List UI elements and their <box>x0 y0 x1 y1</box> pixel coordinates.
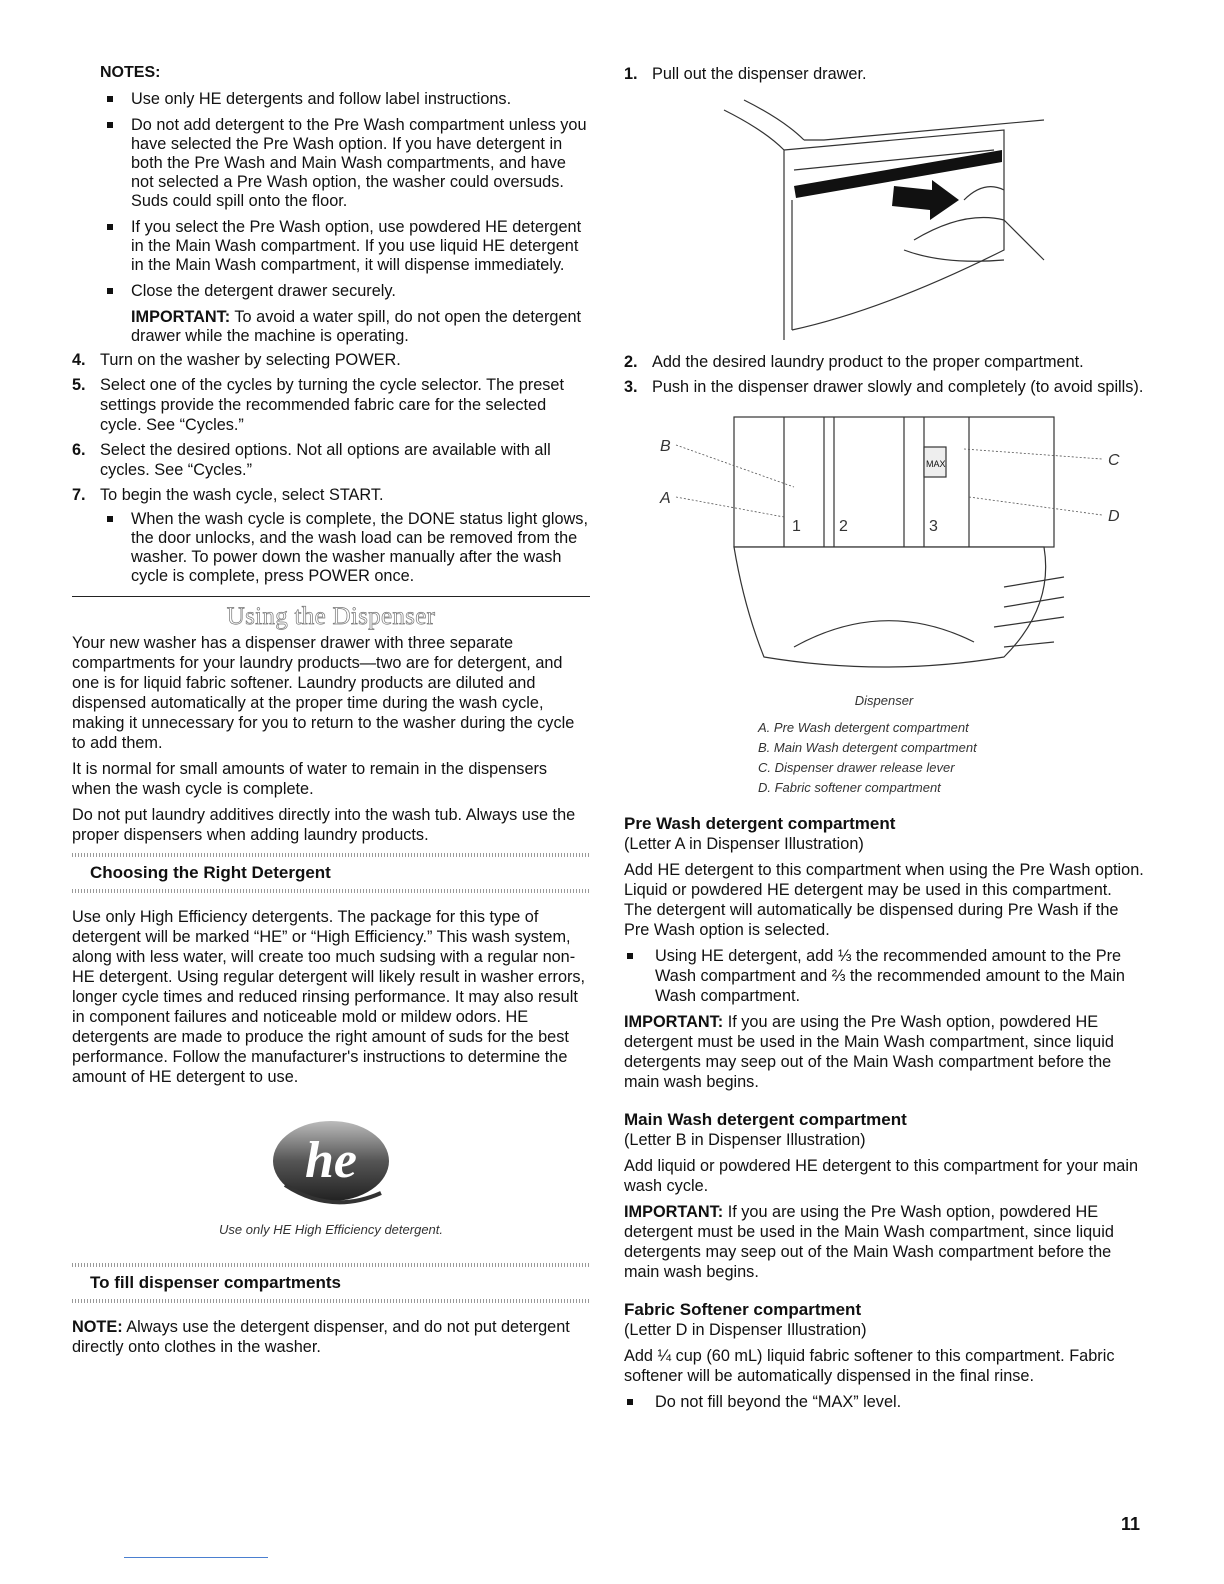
mainwash-sub: (Letter B in Dispenser Illustration) <box>624 1131 866 1149</box>
section-title-dispenser: Using the Dispenser <box>226 603 436 630</box>
he-logo-graphic <box>261 1115 401 1215</box>
step-text: Select the desired options. Not all options are available with all cycles. See “Cycles.” <box>100 441 551 479</box>
notes-title: NOTES: <box>100 64 161 81</box>
label-c: C <box>1108 452 1120 469</box>
fill-note <box>72 1317 590 1357</box>
step-item <box>624 64 1144 84</box>
notes-important <box>72 308 590 346</box>
step-item <box>72 350 590 370</box>
dispenser-paragraph: Do not put laundry additives directly into the wash tub. Always use the proper dispensers when adding laundry products. <box>72 806 576 844</box>
important-text: To avoid a water spill, do not open the detergent drawer while the machine is operating. <box>131 308 582 345</box>
dispenser-diagram <box>624 407 1144 687</box>
section-divider <box>72 596 590 597</box>
softener-bullet: Do not fill beyond the “MAX” level. <box>624 1392 1144 1412</box>
softener-text: Add ¼ cup (60 mL) liquid fabric softener to this compartment. Fabric softener will be automatically dispensed in the final rinse. <box>624 1347 1115 1385</box>
he-caption: Use only HE High Efficiency detergent. <box>219 1222 443 1237</box>
step-text: Push in the dispenser drawer slowly and completely (to avoid spills). <box>652 378 1144 396</box>
step7-bullet: When the wash cycle is complete, the DONE status light glows, the door unlocks, and the wash load can be removed from the washer. To power down the washer manually after the wash cycle is complete, press POWER once. <box>72 510 590 586</box>
prewash-sub: (Letter A in Dispenser Illustration) <box>624 835 864 853</box>
hatch-divider <box>72 889 590 893</box>
step-item <box>72 485 590 505</box>
compartment-2-number: 2 <box>839 518 848 535</box>
step-item <box>72 375 590 435</box>
important-label: IMPORTANT: <box>624 1013 724 1031</box>
dispenser-legend <box>624 718 1144 798</box>
left-column <box>72 64 590 1363</box>
label-a: A <box>660 490 671 507</box>
choosing-heading: Choosing the Right Detergent <box>90 863 331 882</box>
prewash-text: Add HE detergent to this compartment when using the Pre Wash option. Liquid or powdered HE detergent may be used in this compartment. The detergent will automatically be dispensed during Pre Wash if the Pre Wash option is selected. <box>624 861 1144 939</box>
pull-drawer-illustration <box>704 90 1124 340</box>
hatch-divider <box>72 1299 590 1303</box>
mainwash-text: Add liquid or powdered HE detergent to this compartment for your main wash cycle. <box>624 1157 1139 1195</box>
dispenser-caption: Dispenser <box>854 693 914 708</box>
step-number: 1. <box>624 65 638 83</box>
mainwash-important <box>624 1202 1144 1282</box>
page-number: 11 <box>1120 1514 1140 1534</box>
step-number: 5. <box>72 376 86 394</box>
notes-bullet: Use only HE detergents and follow label instructions. <box>72 90 590 109</box>
label-d: D <box>1108 508 1120 525</box>
prewash-important <box>624 1012 1144 1092</box>
note-label: NOTE: <box>72 1318 123 1336</box>
step-text: Pull out the dispenser drawer. <box>652 65 867 83</box>
right-column <box>624 64 1144 1418</box>
step-text: Add the desired laundry product to the proper compartment. <box>652 353 1084 371</box>
step-item <box>624 352 1144 372</box>
mainwash-heading: Main Wash detergent compartment <box>624 1110 907 1129</box>
notes-bullet: Close the detergent drawer securely. <box>72 282 590 301</box>
softener-sub: (Letter D in Dispenser Illustration) <box>624 1321 867 1339</box>
important-text: If you are using the Pre Wash option, powdered HE detergent must be used in the Main Wash compartment, since liquid detergents may seep out of the Main Wash compartment before the main wash begins. <box>624 1203 1114 1281</box>
softener-heading: Fabric Softener compartment <box>624 1300 862 1319</box>
important-label: IMPORTANT: <box>131 308 231 326</box>
step-item <box>624 377 1144 397</box>
step-text: Turn on the washer by selecting POWER. <box>100 351 401 369</box>
prewash-heading: Pre Wash detergent compartment <box>624 814 896 833</box>
compartment-3-number: 3 <box>929 518 938 535</box>
note-text: Always use the detergent dispenser, and do not put detergent directly onto clothes in the washer. <box>72 1318 570 1356</box>
important-text: If you are using the Pre Wash option, powdered HE detergent must be used in the Main Wash compartment, since liquid detergents may seep out of the Main Wash compartment before the main wash begins. <box>624 1013 1114 1091</box>
choosing-text: Use only High Efficiency detergents. The package for this type of detergent will be marked “HE” or “High Efficiency.” This wash system, along with less water, will create too much sudsing with a regular non-HE detergent. Using regular detergent will likely result in washer errors, longer cycle times and reduced rinsing performance. It may also result in component failures and noticeable mold or mildew odors. HE detergents are made to produce the right amount of suds for the best performance. Follow the manufacturer's instructions to determine the amount of HE detergent to use. <box>72 908 586 1086</box>
step-number: 2. <box>624 353 638 371</box>
step-text: Select one of the cycles by turning the cycle selector. The preset settings provide the recommended fabric care for the selected cycle. See “Cycles.” <box>100 376 564 434</box>
step-number: 7. <box>72 486 86 504</box>
legend-item: B. Main Wash detergent compartment <box>758 740 977 755</box>
step-number: 3. <box>624 378 638 396</box>
dispenser-paragraph: Your new washer has a dispenser drawer with three separate compartments for your laundry products—two are for detergent, and one is for liquid fabric softener. Laundry products are diluted and dispensed automatically at the proper time during the wash cycle, making it unnecessary for you to return to the washer during the cycle to add them. <box>72 634 575 752</box>
he-logo-text: he <box>305 1132 357 1189</box>
max-marker-text: MAX <box>926 459 946 469</box>
important-label: IMPORTANT: <box>624 1203 724 1221</box>
notes-bullet: Do not add detergent to the Pre Wash compartment unless you have selected the Pre Wash option. If you have detergent in both the Pre Wash and Main Wash compartments, and have not selected a Pre Wash option, the washer could oversuds. Suds could spill onto the floor. <box>72 116 590 211</box>
compartment-1-number: 1 <box>792 518 801 535</box>
legend-item: D. Fabric softener compartment <box>758 780 941 795</box>
he-logo <box>72 1115 590 1220</box>
step-number: 4. <box>72 351 86 369</box>
fill-heading: To fill dispenser compartments <box>90 1273 341 1292</box>
notes-bullet: If you select the Pre Wash option, use powdered HE detergent in the Main Wash compartment. If you use liquid HE detergent in the Main Wash compartment, it will dispense immediately. <box>72 218 590 275</box>
footer-link-line <box>124 1557 268 1558</box>
legend-item: C. Dispenser drawer release lever <box>758 760 955 775</box>
step-number: 6. <box>72 441 86 459</box>
legend-item: A. Pre Wash detergent compartment <box>758 720 969 735</box>
dispenser-paragraph: It is normal for small amounts of water to remain in the dispensers when the wash cycle is complete. <box>72 760 548 798</box>
prewash-bullet: Using HE detergent, add ⅓ the recommended amount to the Pre Wash compartment and ⅔ the recommended amount to the Main Wash compartment. <box>624 946 1144 1006</box>
label-b: B <box>660 438 671 455</box>
step-item <box>72 440 590 480</box>
step-text: To begin the wash cycle, select START. <box>100 486 384 504</box>
